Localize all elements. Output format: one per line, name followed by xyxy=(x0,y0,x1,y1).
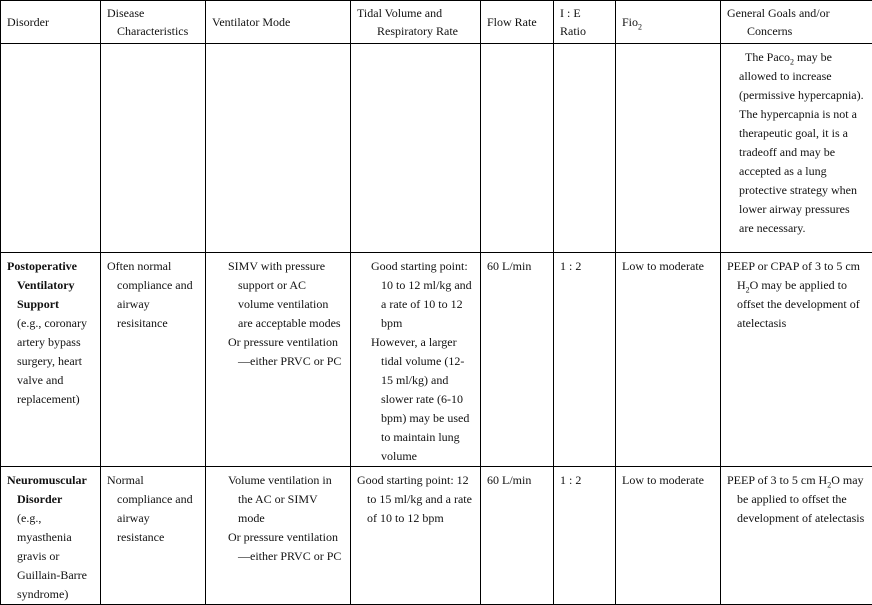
tidal-text: Good starting point: 12 to 15 ml/kg and a rate of 10 to 12 bpm xyxy=(357,471,474,528)
goals-text: PEEP or CPAP of 3 to 5 cm H xyxy=(727,259,860,292)
mode-text: Or pressure ventilation—either PRVC or PC xyxy=(228,528,344,566)
ie-cell: 1 : 2 xyxy=(554,467,616,605)
disease-cell xyxy=(101,253,206,467)
cell xyxy=(554,44,616,253)
disorder-title: Postoperative Ventilatory Support xyxy=(7,259,77,311)
goals-text: may be allowed to increase (permissive hypercapnia). The hypercapnia is not a therapeutic goal, it is a tradeoff and may be accepted as a lung protective strategy when lower airway pressures are necessary. xyxy=(739,50,864,235)
fio2-sub: 2 xyxy=(638,22,642,31)
header-mode: Ventilator Mode xyxy=(206,1,351,44)
cell xyxy=(481,44,554,253)
cell xyxy=(1,44,101,253)
flow-cell: 60 L/min xyxy=(481,253,554,467)
header-disease-text: Disease Characteristics xyxy=(107,4,199,40)
cell xyxy=(206,44,351,253)
tidal-cell xyxy=(351,253,481,467)
goals-cell xyxy=(721,253,872,467)
disorder-note: (e.g., myasthenia gravis or Guillain-Barre syndrome) xyxy=(17,511,87,601)
fio2-main: Fio xyxy=(622,15,638,29)
goals-text: O may be applied to offset the development of atelectasis xyxy=(737,278,860,330)
table-row xyxy=(1,467,872,605)
goals-cell xyxy=(721,44,872,253)
cell xyxy=(616,44,721,253)
disease-text: Normal compliance and airway resistance xyxy=(107,471,199,547)
disorder-cell xyxy=(1,467,101,605)
disease-text: Often normal compliance and airway resisitance xyxy=(107,257,199,333)
disease-cell xyxy=(101,467,206,605)
header-row xyxy=(1,1,872,44)
header-ie: I : E Ratio xyxy=(554,1,616,44)
flow-cell: 60 L/min xyxy=(481,467,554,605)
goals-sub: 2 xyxy=(827,480,831,489)
fio2-cell xyxy=(616,467,721,605)
goals-cell xyxy=(721,467,872,605)
disorder-title: Neuromuscular Disorder xyxy=(7,473,87,506)
goals-text: O may be applied to offset the development of atelectasis xyxy=(737,473,864,525)
mode-text: Volume ventilation in the AC or SIMV mode xyxy=(228,471,344,528)
tidal-text: However, a larger tidal volume (12-15 ml/kg) and slower rate (6-10 bpm) may be used to maintain lung volume xyxy=(371,333,474,466)
tidal-text: Good starting point: 10 to 12 ml/kg and a rate of 10 to 12 bpm xyxy=(371,257,474,333)
header-tidal-text: Tidal Volume and Respiratory Rate xyxy=(357,4,474,40)
cell xyxy=(351,44,481,253)
fio2-text: Low to moderate xyxy=(622,257,714,276)
fio2-cell xyxy=(616,253,721,467)
mode-text: Or pressure ventilation—either PRVC or PC xyxy=(228,333,344,371)
mode-cell xyxy=(206,253,351,467)
header-goals-text: General Goals and/or Concerns xyxy=(727,4,866,40)
mode-text: SIMV with pressure support or AC volume ventilation are acceptable modes xyxy=(228,257,344,333)
header-goals xyxy=(721,1,872,44)
disorder-cell xyxy=(1,253,101,467)
tidal-cell xyxy=(351,467,481,605)
cell xyxy=(101,44,206,253)
header-disease xyxy=(101,1,206,44)
disorder-note: (e.g., coronary artery bypass surgery, heart valve and replacement) xyxy=(17,316,87,406)
header-tidal xyxy=(351,1,481,44)
goals-text: co xyxy=(779,50,790,64)
header-fio2 xyxy=(616,1,721,44)
table-row xyxy=(1,253,872,467)
table-row xyxy=(1,44,872,253)
goals-sub: 2 xyxy=(746,285,750,294)
goals-sub: 2 xyxy=(790,57,794,66)
goals-text: The Pa xyxy=(745,50,779,64)
mode-cell xyxy=(206,467,351,605)
header-flow: Flow Rate xyxy=(481,1,554,44)
fio2-text: Low to moderate xyxy=(622,471,714,490)
goals-text: PEEP of 3 to 5 cm H xyxy=(727,473,827,487)
header-disorder: Disorder xyxy=(1,1,101,44)
ie-cell: 1 : 2 xyxy=(554,253,616,467)
